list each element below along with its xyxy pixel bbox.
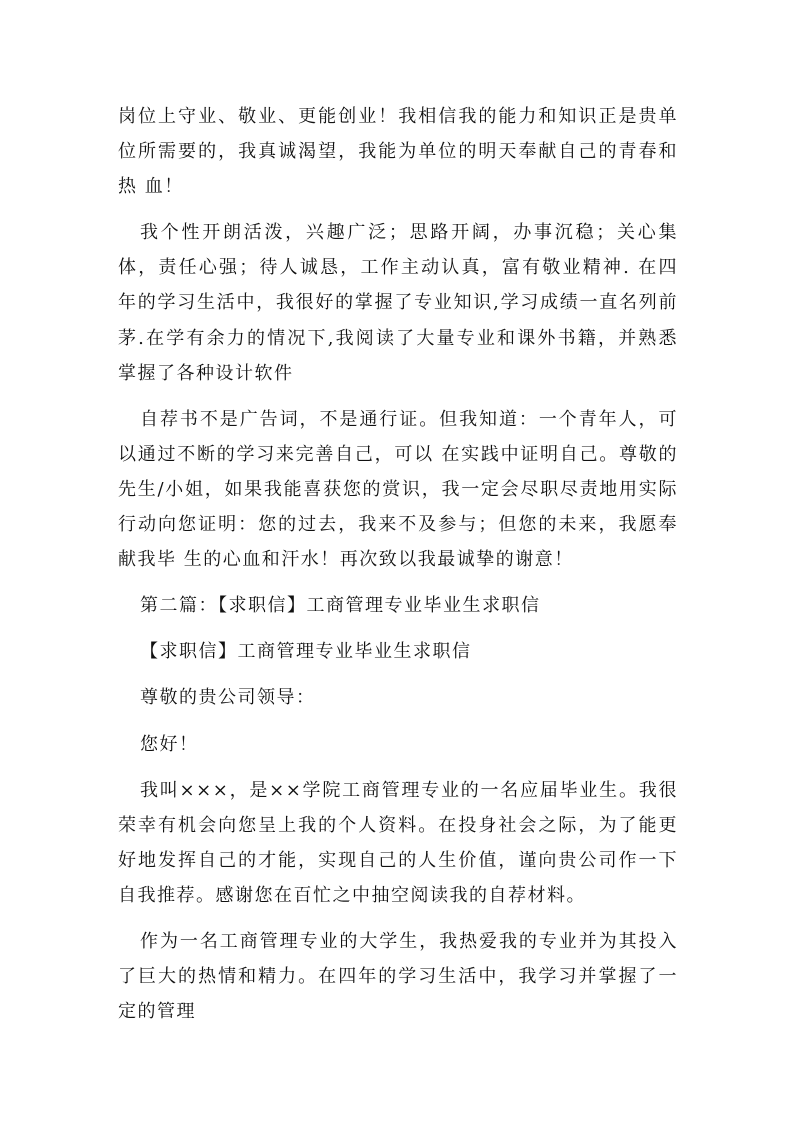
paragraph-self-recommendation: 自荐书不是广告词，不是通行证。但我知道：一个青年人，可以通过不断的学习来完善自己，可以 在实践中证明自己。尊敬的先生/小姐，如果我能喜获您的赏识，我一定会尽职尽责地用实际行动向您证明：您的过去，我来不及参与；但您的未来，我愿奉献我毕 生的心血和汗水！再次致以我最诚挚的谢意！ xyxy=(118,408,678,571)
letter-title: 【求职信】工商管理专业毕业生求职信 xyxy=(140,641,472,663)
letter-paragraph-major: 作为一名工商管理专业的大学生，我热爱我的专业并为其投入了巨大的热情和精力。在四年的学习生活中，我学习并掌握了一定的管理 xyxy=(118,930,678,1023)
letter-paragraph-intro: 我叫×××，是××学院工商管理专业的一名应届毕业生。我很荣幸有机会向您呈上我的个人资料。在投身社会之际，为了能更好地发挥自己的才能，实现自己的人生价值，谨向贵公司作一下自我推荐。感谢您在百忙之中抽空阅读我的自荐材料。 xyxy=(118,779,678,906)
document-body xyxy=(118,99,678,1040)
paragraph-personality: 我个性开朗活泼，兴趣广泛；思路开阔，办事沉稳；关心集体，责任心强；待人诚恳，工作主动认真，富有敬业精神. 在四年的学习生活中，我很好的掌握了专业知识,学习成绩一直名列前茅.在学有余力的情况下,我阅读了大量专业和课外书籍，并熟悉掌握了各种设计软件 xyxy=(118,222,678,384)
letter-greeting: 您好！ xyxy=(140,733,199,755)
paragraph-continuation: 岗位上守业、敬业、更能创业！我相信我的能力和知识正是贵单位所需要的，我真诚渴望，我能为单位的明天奉献自己的青春和热 血！ xyxy=(118,106,678,198)
letter-salutation: 尊敬的贵公司领导： xyxy=(140,687,316,709)
section-heading: 第二篇：【求职信】工商管理专业毕业生求职信 xyxy=(140,595,541,617)
